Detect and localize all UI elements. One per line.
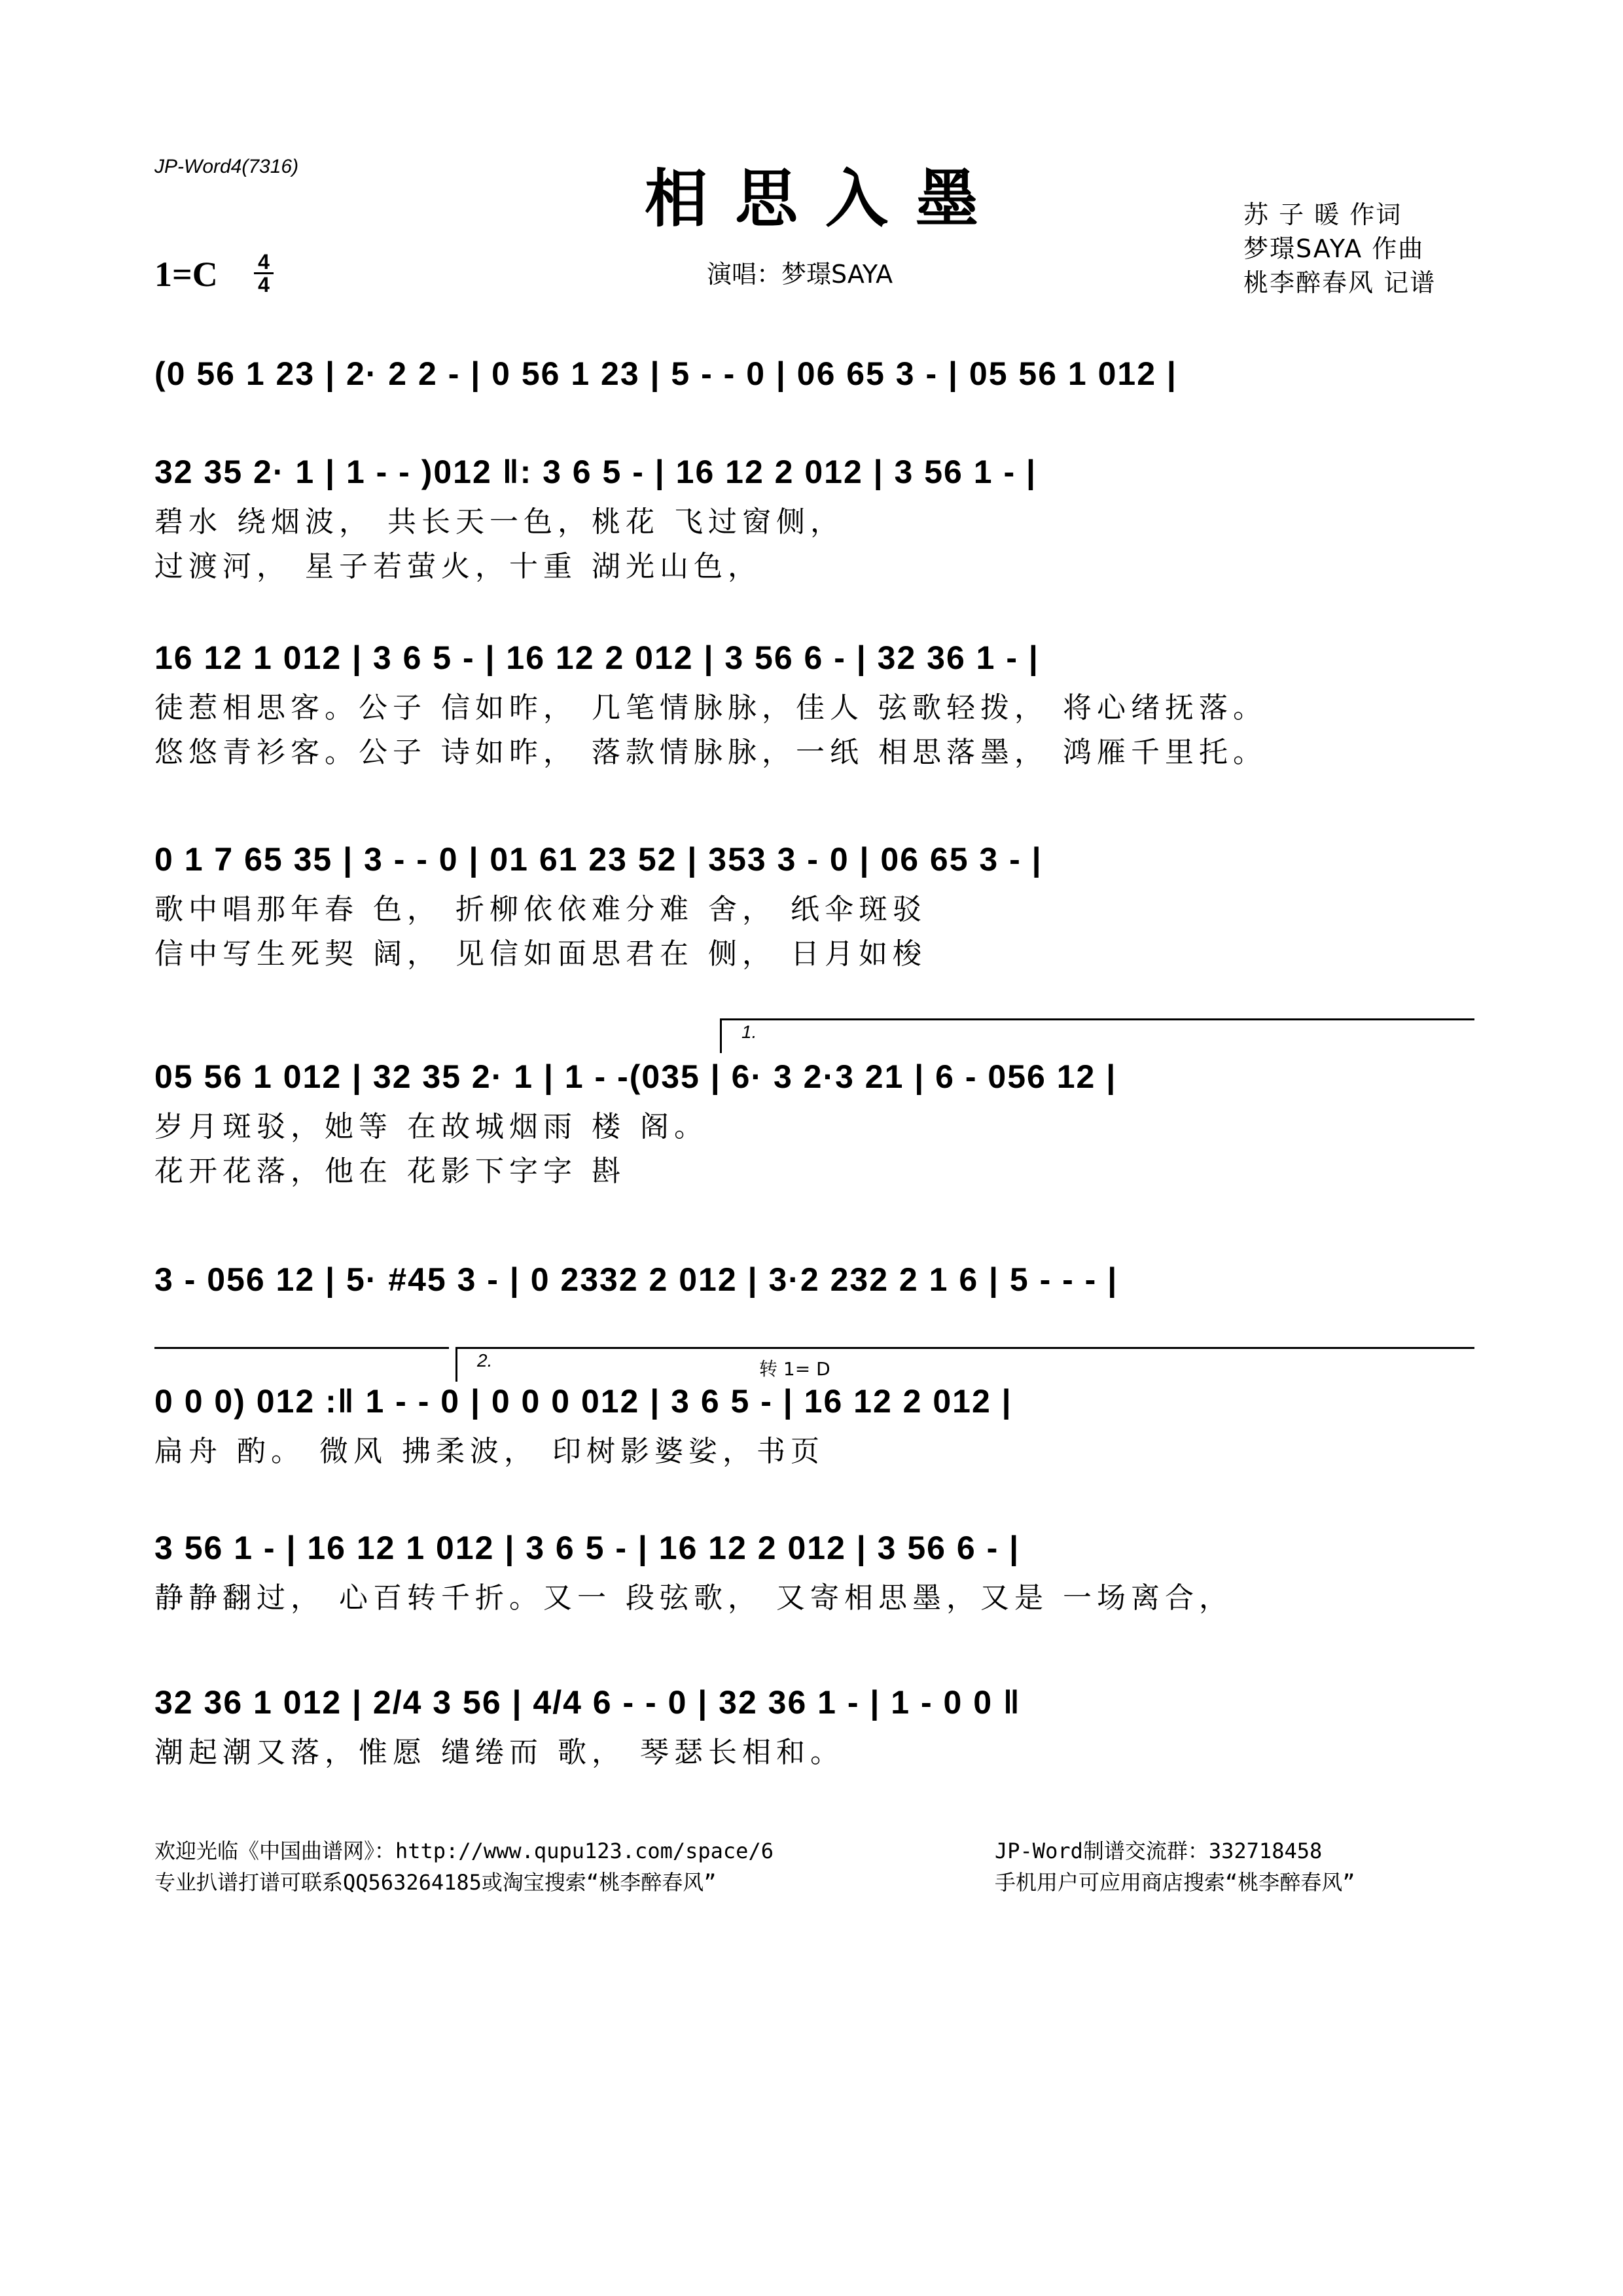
lyric-verse-2: 过渡河， 星子若萤火，十重 湖光山色， [154,550,762,583]
notation-line: 32 35 2· 1 | 1 - - )012 ‖: 3 6 5 - | 16 12 2 012 | 3 56 1 - | [154,454,1037,490]
notation-line: 16 12 1 012 | 3 6 5 - | 16 12 2 012 | 3 56 6 - | 32 36 1 - | [154,639,1039,676]
lyricist-credit: 苏 子 暖 作词 [1243,200,1402,229]
footer-left [154,1835,774,1898]
contact-text: 专业扒谱打谱可联系QQ563264185或淘宝搜索“桃李醉春风” [154,1870,717,1895]
lyric-verse-2: 悠悠青衫客。公子 诗如昨， 落款情脉脉，一纸 相思落墨， 鸿雁千里托。 [154,736,1267,769]
lyric-verse-1: 歌中唱那年春 色， 折柳依依难分难 舍， 纸伞斑驳 [154,893,927,926]
notation-line: 32 36 1 012 | 2/4 3 56 | 4/4 6 - - 0 | 32 36 1 - | 1 - 0 0 ‖ [154,1684,1021,1721]
second-ending-bracket [455,1347,1474,1382]
notation-line: 05 56 1 012 | 32 35 2· 1 | 1 - -(035 | 6· 3 2·3 21 | 6 - 056 12 | [154,1058,1117,1095]
lyric-verse-1: 碧水 绕烟波， 共长天一色，桃花 飞过窗侧， [154,505,844,539]
lyric-verse-2: 信中写生死契 阔， 见信如面思君在 侧， 日月如梭 [154,937,927,971]
lyric-verse-1: 岁月斑驳，她等 在故城烟雨 楼 阁。 [154,1110,708,1143]
transcriber-credit: 桃李醉春风 记谱 [1243,268,1436,297]
key-signature: 1=C [154,255,218,294]
notation-line: 0 1 7 65 35 | 3 - - 0 | 01 61 23 52 | 353 3 - 0 | 06 65 3 - | [154,841,1043,878]
notation-line: 0 0 0) 012 :‖ 1 - - 0 | 0 0 0 012 | 3 6 5 - | 16 12 2 012 | [154,1383,1012,1420]
time-signature-denominator: 4 [258,273,270,296]
group-text: JP-Word制谱交流群：332718458 [995,1839,1323,1863]
lyric-verse-1: 静静翻过， 心百转千折。又一 段弦歌， 又寄相思墨，又是 一场离合， [154,1581,1233,1615]
modulation-mark: 转 1= D [759,1358,830,1380]
credits-block [1243,198,1436,300]
first-ending-bracket [720,1018,1474,1053]
composer-credit: 梦璟SAYA 作曲 [1243,234,1425,263]
song-title: 相思入墨 [645,162,1006,236]
lyric-verse-2: 花开花落，他在 花影下字字 斟 [154,1155,626,1188]
time-signature [253,251,275,295]
singer-credit: 演唱：梦璟SAYA [707,260,893,289]
first-ending-label: 1. [741,1022,757,1042]
lyric-verse-1: 潮起潮又落，惟愿 缱绻而 歌， 琴瑟长相和。 [154,1736,844,1769]
lyric-verse-1: 扁舟 酌。 微风 拂柔波， 印树影婆娑，书页 [154,1435,825,1468]
notation-line: (0 56 1 23 | 2· 2 2 - | 0 56 1 23 | 5 - - 0 | 06 65 3 - | 05 56 1 012 | [154,355,1177,392]
time-signature-numerator: 4 [258,250,270,274]
notation-line: 3 56 1 - | 16 12 1 012 | 3 6 5 - | 16 12 2 012 | 3 56 6 - | [154,1530,1020,1566]
lyric-verse-1: 徒惹相思客。公子 信如昨， 几笔情脉脉，佳人 弦歌轻拨， 将心绪抚落。 [154,691,1267,725]
first-ending-continuation-line [154,1347,449,1349]
footer-right [995,1835,1355,1898]
second-ending-label: 2. [477,1350,493,1371]
app-search-text: 手机用户可应用商店搜索“桃李醉春风” [995,1870,1355,1895]
notation-line: 3 - 056 12 | 5· #45 3 - | 0 2332 2 012 | 3·2 232 2 1 6 | 5 - - - | [154,1261,1118,1298]
site-link-text: 欢迎光临《中国曲谱网》：http://www.qupu123.com/space/6 [154,1839,774,1863]
software-tag: JP-Word4(7316) [154,156,299,177]
